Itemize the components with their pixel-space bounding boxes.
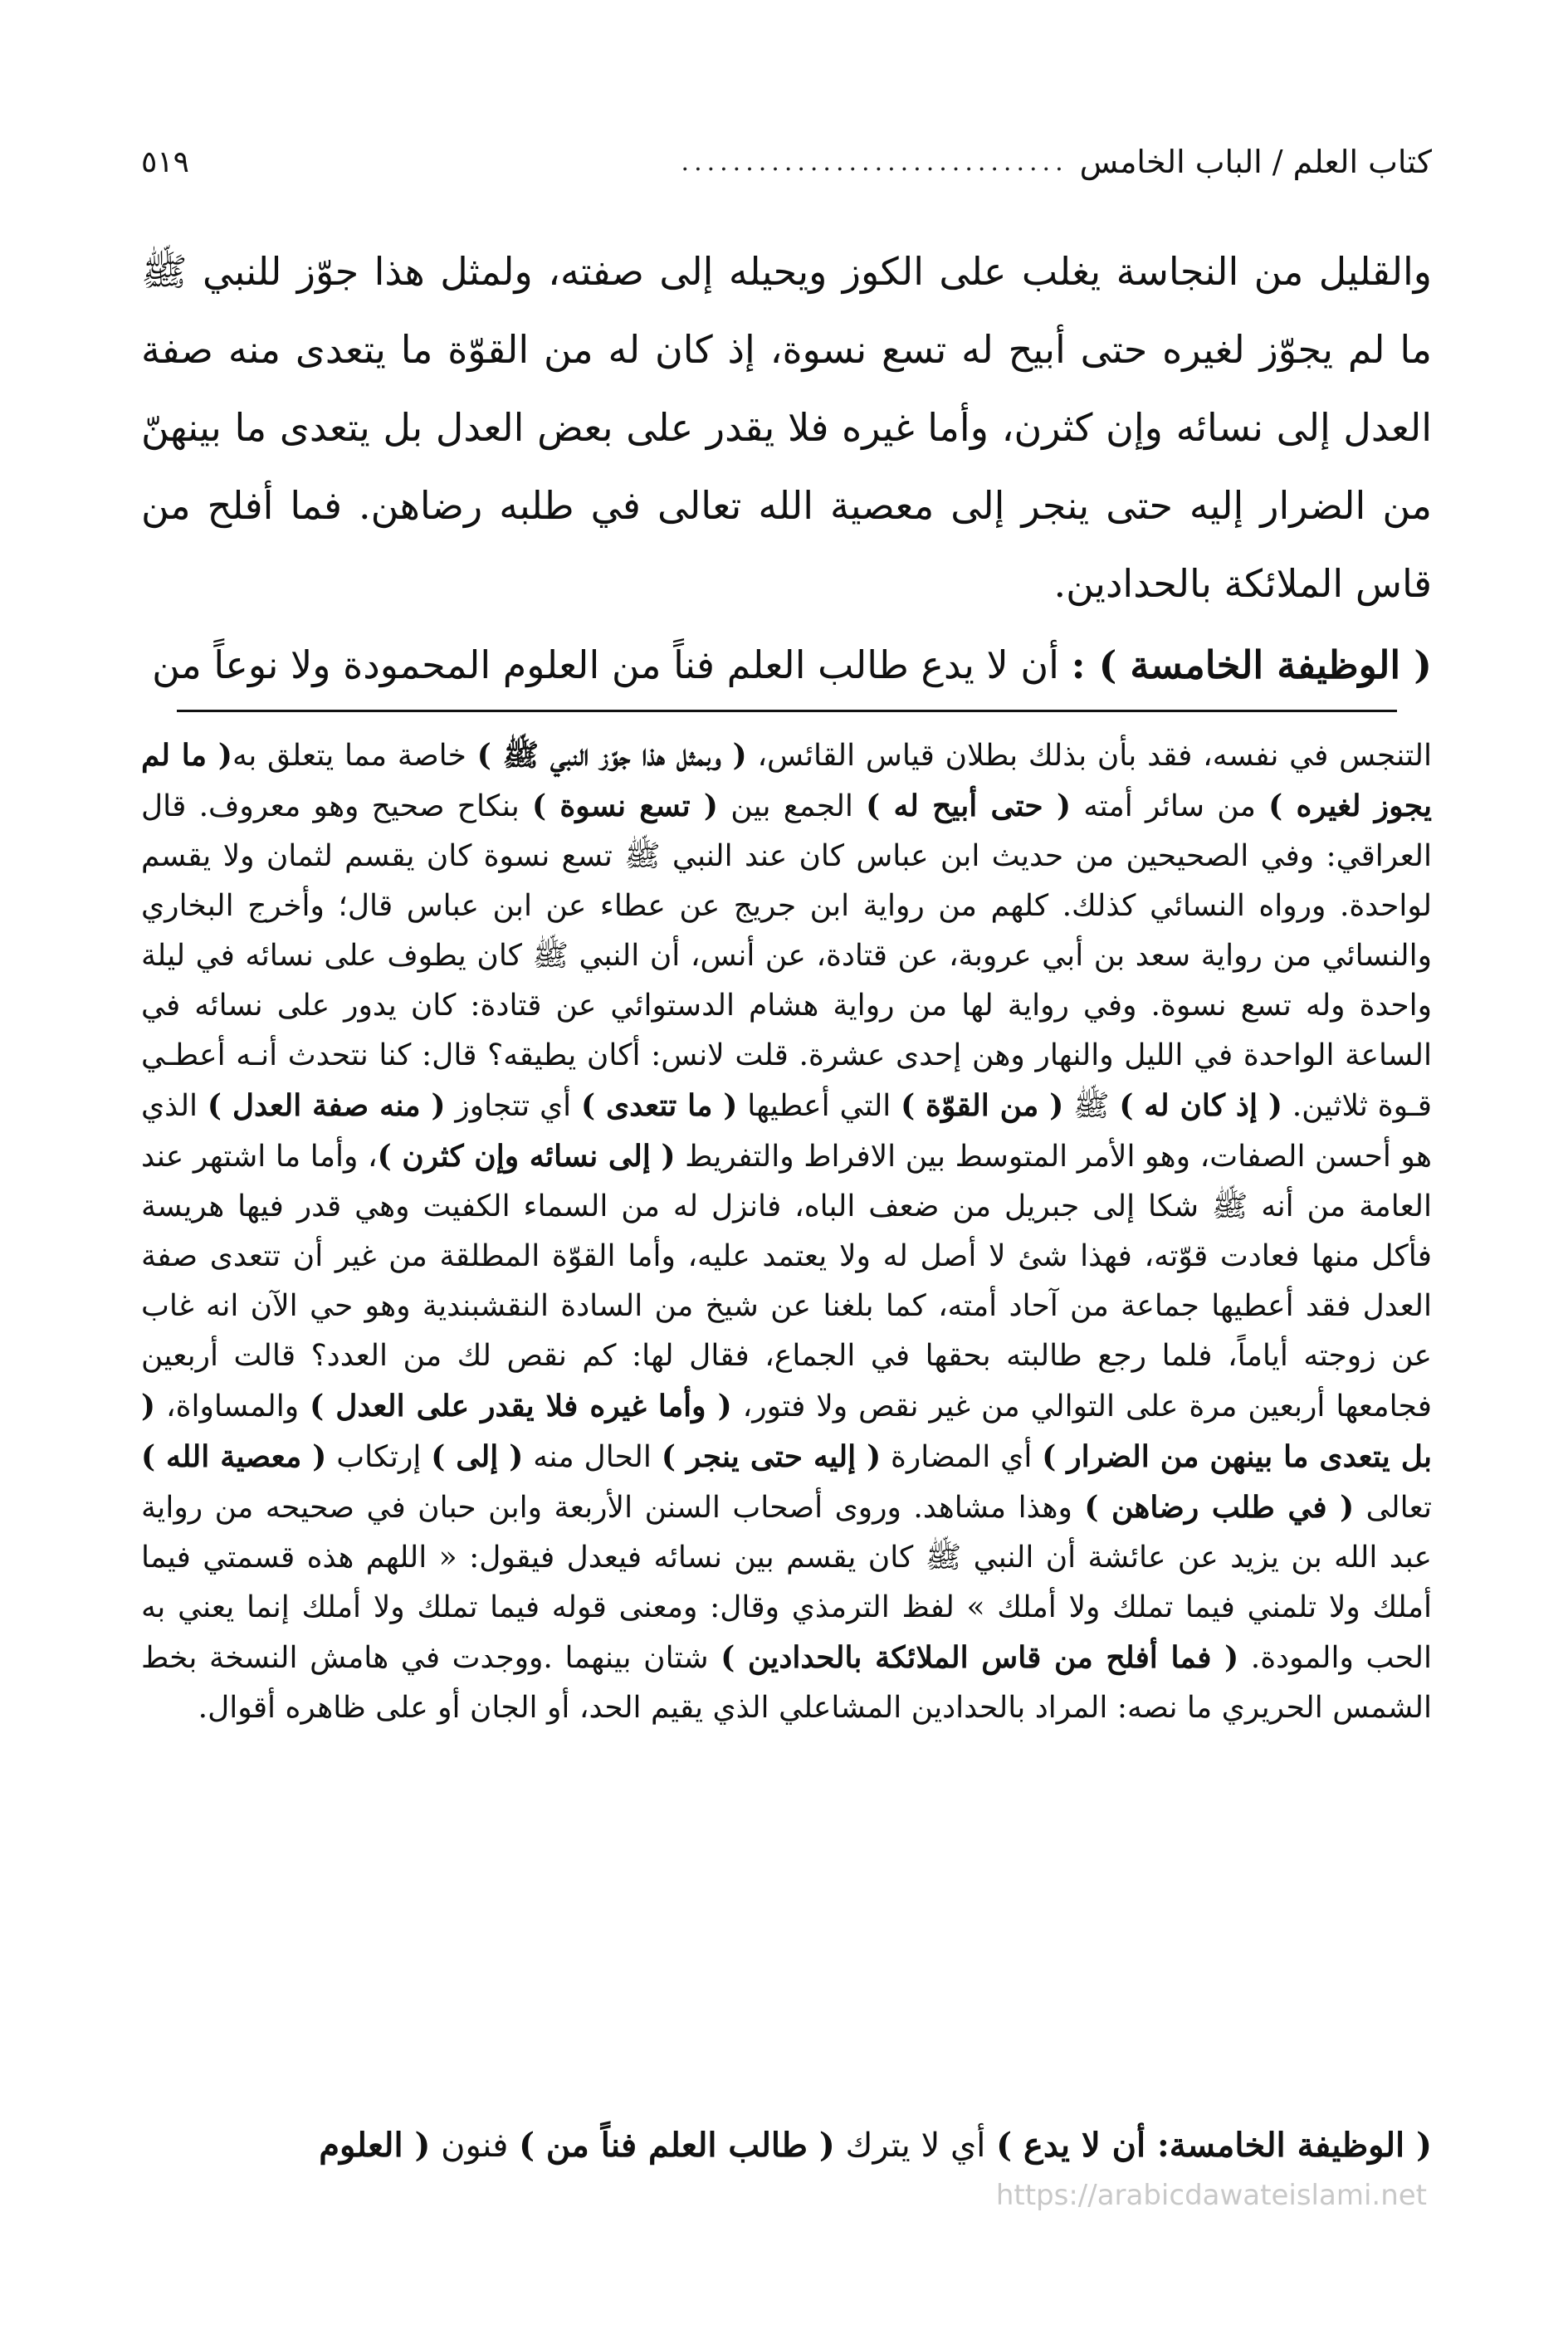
section-text: أن لا يدع طالب العلم فناً من العلوم المحمودة ولا نوعاً من xyxy=(152,642,1072,687)
quoted-phrase: ( حتى أبيح له ) xyxy=(866,789,1072,823)
quoted-phrase: ( العلوم xyxy=(319,2126,431,2165)
page-number: ٥١٩ xyxy=(141,144,190,179)
commentary-text: تعالى xyxy=(1354,1491,1432,1525)
commentary-block xyxy=(141,730,1432,1733)
quoted-phrase: ( ما تتعدى ) xyxy=(581,1088,738,1123)
page-header xyxy=(141,133,1432,191)
commentary-text: الحال منه xyxy=(523,1440,662,1474)
commentary-text: بنكاح صحيح وهو معروف. قال العراقي: وفي الصحيحين من حديث ابن عباس كان عند النبي ﷺ تسع نسوة كان يقسم لثمان ولا يقسم لواحدة. ورواه النسائي كذلك. كلهم من رواية ابن جريج عن عطاء عن ابن عباس قال؛ وأخرج البخاري والنسائي من رواية سعد بن أبي عروبة، عن قتادة، عن أنس، أن النبي ﷺ كان يطوف على نسائه في ليلة واحدة وله تسع نسوة. وفي رواية لها من رواية هشام الدستوائي عن قتادة: كان يدور على نسائه في الساعة الواحدة في الليل والنهار وهن إحدى عشرة. قلت لانس: أكان يطيقه؟ قال: كنا نتحدث أنـه أعطـي قـوة ثلاثين. xyxy=(141,789,1432,1123)
leader-dots: .............................. xyxy=(681,147,1068,177)
commentary-text: ، وأما ما اشتهر عند العامة من أنه ﷺ شكا إلى جبريل من ضعف الباه، فانزل له من السماء الكفيت وهي قدر فيها هريسة فأكل منها فعادت قوّته، فهذا شئ لا أصل له ولا يعتمد عليه، وأما القوّة المطلقة من غير أن تتعدى صفة العدل فقد أعطيها جماعة من آحاد أمته، كما بلغنا عن شيخ من السادة النقشبندية وهو حي الآن انه غاب عن زوجته أياماً، فلما رجع طالبته بحقها في الجماع، فقال لها: كم نقص لك من العدد؟ قالت أربعين فجامعها أربعين مرة على التوالي من غير نقص ولا فتور، xyxy=(141,1140,1432,1423)
commentary-text: وهذا مشاهد. وروى أصحاب السنن الأربعة وابن حبان في صحيحه من رواية عبد الله بن يزيد عن عائشة أن النبي ﷺ كان يقسم بين نسائه فيعدل فيقول: « اللهم هذه قسمتي فيما أملك ولا تلمني فيما تملك ولا أملك » لفظ الترمذي وقال: ومعنى قوله فيما تملك ولا أملك إنما يعني به الحب والمودة. xyxy=(141,1491,1433,1675)
quoted-phrase: ( إليه حتى ينجر ) xyxy=(661,1439,882,1474)
commentary-text: أي تتجاوز xyxy=(445,1089,581,1123)
main-paragraph: والقليل من النجاسة يغلب على الكوز ويحيله إلى صفته، ولمثل هذا جوّز للنبي ﷺ ما لم يجوّز لغيره حتى أبيح له تسع نسوة، إذ كان له من القوّة ما يتعدى منه صفة العدل إلى نسائه وإن كثرن، وأما غيره فلا يقدر على بعض العدل بل يتعدى ما بينهنّ من الضرار إليه حتى ينجر إلى معصية الله تعالى في طلبه رضاهن. فما أفلح من قاس الملائكة بالحدادين. xyxy=(141,249,1432,606)
quoted-phrase: ( إلى نسائه وإن كثرن ) xyxy=(377,1139,676,1174)
quoted-phrase: ( من القوّة ) xyxy=(901,1088,1064,1123)
commentary-text: التي أعطيها xyxy=(737,1089,901,1123)
commentary-text: الذي هو أحسن الصفات، وهو الأمر المتوسط بين الافراط والتفريط xyxy=(141,1089,1432,1174)
quoted-phrase: ( إذ كان له ) xyxy=(1119,1088,1282,1123)
section-heading: ( الوظيفة الخامسة ) : xyxy=(1071,642,1432,687)
commentary-text: شتان بينهما .ووجدت في هامش النسخة بخط الشمس الحريري ما نصه: المراد بالحدادين المشاعلي الذي يقيم الحد، أو الجان أو على ظاهره أقوال. xyxy=(141,1641,1432,1725)
quoted-phrase: ( بل يتعدى ما بينهن من الضرار ) xyxy=(141,1389,1432,1474)
quoted-phrase: ( ما لم يجوز لغيره ) xyxy=(141,738,1433,823)
quoted-phrase: ( في طلب رضاهن ) xyxy=(1084,1490,1355,1525)
quoted-phrase: ( منه صفة العدل ) xyxy=(207,1088,446,1123)
closing-line xyxy=(141,2117,1432,2175)
commentary-text: التنجس في نفسه، فقد بأن بذلك بطلان قياس القائس، xyxy=(746,739,1432,773)
quoted-phrase: ( وأما غيره فلا يقدر على العدل ) xyxy=(310,1389,732,1423)
commentary-text: إرتكاب xyxy=(326,1440,432,1474)
quoted-phrase: ( تسع نسوة ) xyxy=(532,789,718,823)
main-text xyxy=(141,232,1432,704)
commentary-text: الجمع بين xyxy=(717,789,867,823)
quoted-phrase: ( الوظيفة الخامسة: أن لا يدع ) xyxy=(996,2126,1432,2165)
commentary-paragraph xyxy=(141,730,1432,1733)
commentary-text: خاصة مما يتعلق به xyxy=(232,739,477,773)
commentary-text: ﷺ xyxy=(1063,1089,1120,1123)
closing-text: فنون xyxy=(430,2127,520,2165)
watermark-url: https://arabicdawateislami.net xyxy=(995,2179,1427,2212)
commentary-text: أي المضارة xyxy=(881,1440,1043,1474)
running-title: كتاب العلم / الباب الخامس xyxy=(1079,144,1432,180)
footnote-divider xyxy=(177,710,1397,712)
quoted-phrase: ( معصية الله ) xyxy=(141,1439,327,1474)
quoted-phrase: ( طالب العلم فناً من ) xyxy=(519,2126,835,2165)
closing-text: أي لا يترك xyxy=(834,2127,997,2165)
quoted-phrase: ( وبمثل هذا جوّز النبي ﷺ ) xyxy=(476,738,747,773)
quoted-phrase: ( فما أفلح من قاس الملائكة بالحدادين ) xyxy=(720,1640,1239,1675)
commentary-text: من سائر أمته xyxy=(1071,789,1269,823)
commentary-text: والمساواة، xyxy=(155,1389,310,1423)
quoted-phrase: ( إلى ) xyxy=(431,1439,524,1474)
main-paragraph-2 xyxy=(141,626,1432,704)
